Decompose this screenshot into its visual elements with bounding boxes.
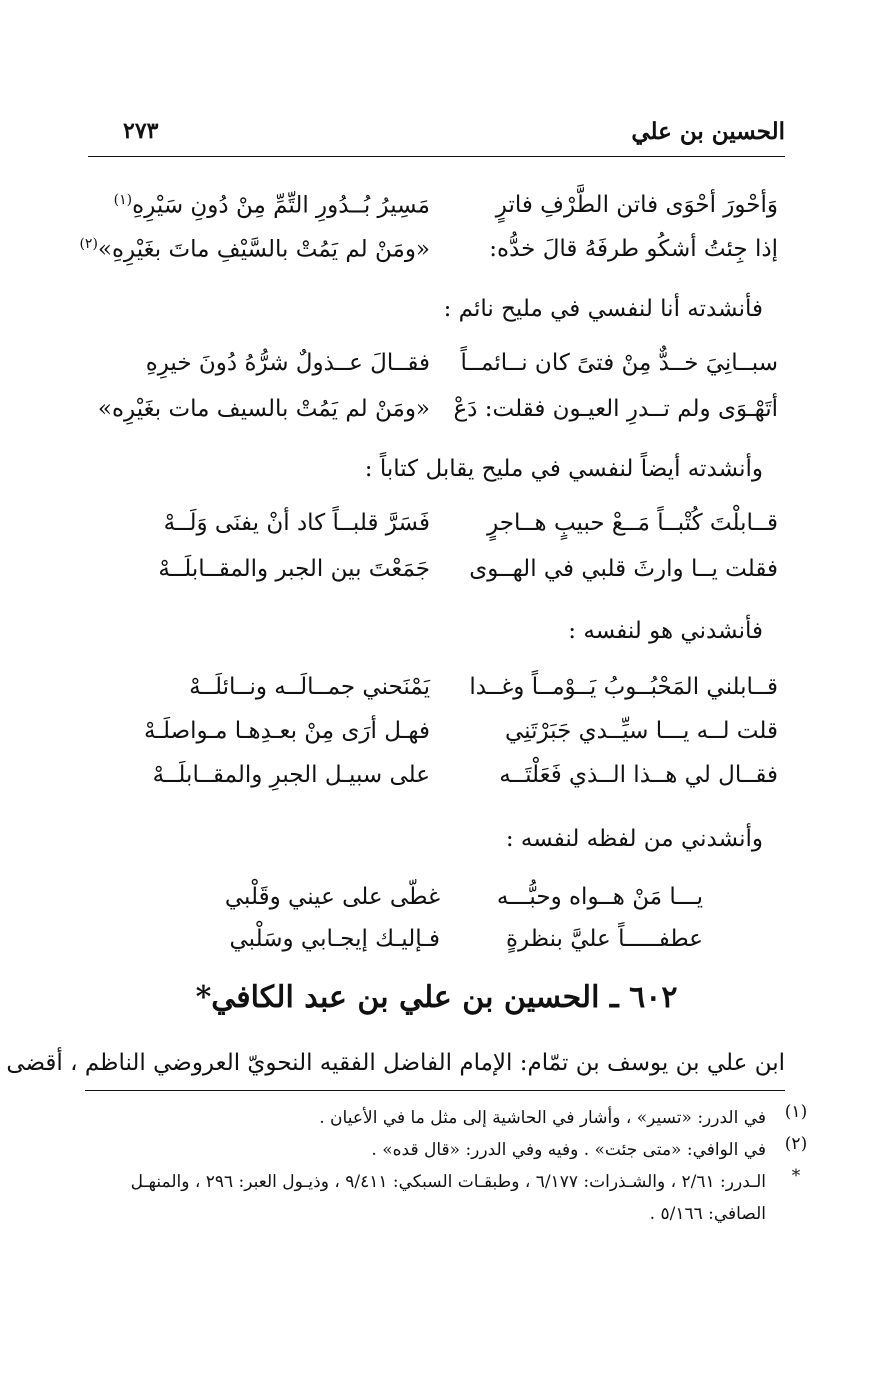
biography-text: ابن علي بن يوسف بن تمّام: الإمام الفاضل الفقيه النحويّ العروضي الناظم ، أقضى	[6, 1050, 785, 1076]
verse-first-hemistich: فقلت يــا وارثَ قلبي في الهــوى	[469, 556, 778, 582]
running-header	[88, 118, 785, 156]
verse-second-hemistich: مَسِيرُ بُــدُورِ التِّمِّ مِنْ دُونِ سَيْرِهِ$^{(١)}$	[113, 192, 430, 219]
verse-intro: وأنشدني من لفظه لنفسه :	[505, 826, 763, 852]
verse-intro: فأنشدني هو لنفسه :	[568, 618, 763, 644]
footnote-ref: (١)	[113, 192, 133, 208]
verse-first-hemistich: يـــا مَنْ هــواه وحبُّـــه	[496, 884, 703, 910]
verse-line	[110, 926, 778, 966]
verse-second-hemistich: غطّى على عيني وقَلْبي	[224, 884, 440, 910]
verse-second-hemistich: «ومَنْ لم يَمُتْ بالسيف مات بغَيْرِه»	[97, 396, 430, 422]
verse-line	[110, 718, 778, 758]
verse-intro: وأنشدته أيضاً لنفسي في مليح يقابل كتاباً :	[364, 456, 763, 482]
footnote-mark: *	[791, 1166, 801, 1186]
verse-second-hemistich: جَمَعْتَ بين الجبر والمقــابلَــهْ	[158, 556, 430, 582]
verse-line	[110, 350, 778, 390]
verse-second-hemistich: «ومَنْ لم يَمُتْ بالسَّيْفِ ماتَ بغَيْرِهِ»$^{(٢)}$	[79, 236, 430, 263]
verse-line	[110, 510, 778, 550]
page-number: ٢٧٣	[123, 118, 159, 144]
verse-second-hemistich: يَمْنَحني جمــالَــه ونــائلَــهْ	[189, 674, 430, 700]
footnote-mark: (١)	[784, 1102, 808, 1122]
footnote-text: الـدرر: ٢/٦١ ، والشـذرات: ٦/١٧٧ ، وطبقـات السبكي: ٩/٤١١ ، وذيـول العبر: ٢٩٦ ، والمنهـل الصافي: ٥/١٦٦ .	[130, 1172, 766, 1224]
verse-first-hemistich: أتَهْـوَى ولم تــدرِ العيـون فقلت: دَعْ	[453, 396, 778, 422]
verse-first-hemistich: سبــانِيَ خــدٌّ مِنْ فتىً كان نــائمــاً	[460, 350, 778, 376]
verse-first-hemistich: قــابلني المَحْبُــوبُ يَــوْمــاً وغــدا	[469, 674, 778, 700]
footnote	[80, 1134, 811, 1166]
verse-first-hemistich: فقــال لي هــذا الــذي فَعَلْتَــه	[499, 762, 778, 788]
footnote	[80, 1102, 811, 1134]
verse-second-hemistich: فـإليـك إيجـابي وسَلْبي	[229, 926, 440, 952]
footnote-ref: (٢)	[79, 236, 98, 252]
verse-line	[110, 762, 778, 802]
verse-second-hemistich: فهـل أرَى مِنْ بعـدِهـا مـواصلَـهْ	[143, 718, 430, 744]
verse-line	[110, 884, 778, 924]
footnote	[80, 1166, 811, 1230]
verse-first-hemistich: إذا جِئتُ أشكُو طرفَهُ قالَ خدُّه:	[489, 236, 778, 262]
verse-first-hemistich: قــابلْتَ كُتْبــاً مَــعْ حبيبٍ هــاجرٍ	[487, 510, 778, 536]
footnote-rule	[85, 1090, 785, 1091]
verse-second-hemistich: على سبيـل الجبرِ والمقــابلَــهْ	[152, 762, 430, 788]
verse-second-hemistich: فَسَرَّ قلبــاً كاد أنْ يفنَى وَلَــهْ	[163, 510, 430, 536]
running-title: الحسين بن علي	[631, 118, 785, 145]
header-rule	[88, 156, 785, 157]
footnote-text: في الدرر: «تسير» ، وأشار في الحاشية إلى مثل ما في الأعيان .	[319, 1108, 766, 1128]
verse-first-hemistich: عطفـــــاً عليَّ بنظرةٍ	[505, 926, 703, 952]
verse-line	[110, 556, 778, 596]
verse-first-hemistich: قلت لــه يـــا سيِّــدي جَبَرْتَنِي	[504, 718, 778, 744]
verse-line	[97, 396, 778, 436]
verse-second-hemistich: فقــالَ عــذولٌ شرُّهُ دُونَ خيرِهِ	[145, 350, 430, 376]
entry-heading: ٦٠٢ ـ الحسين بن علي بن عبد الكافي*	[195, 980, 678, 1015]
footnote-text: في الوافي: «متى جئت» . وفيه وفي الدرر: «قال قده» .	[371, 1140, 766, 1160]
footnote-mark: (٢)	[784, 1134, 808, 1154]
verse-first-hemistich: وَأحْورَ أحْوَى فاتن الطَّرْفِ فاترٍ	[495, 192, 778, 218]
verse-line	[110, 192, 778, 232]
verse-line	[79, 236, 778, 276]
verse-intro: فأنشدته أنا لنفسي في مليح نائم :	[443, 296, 763, 322]
verse-line	[110, 674, 778, 714]
